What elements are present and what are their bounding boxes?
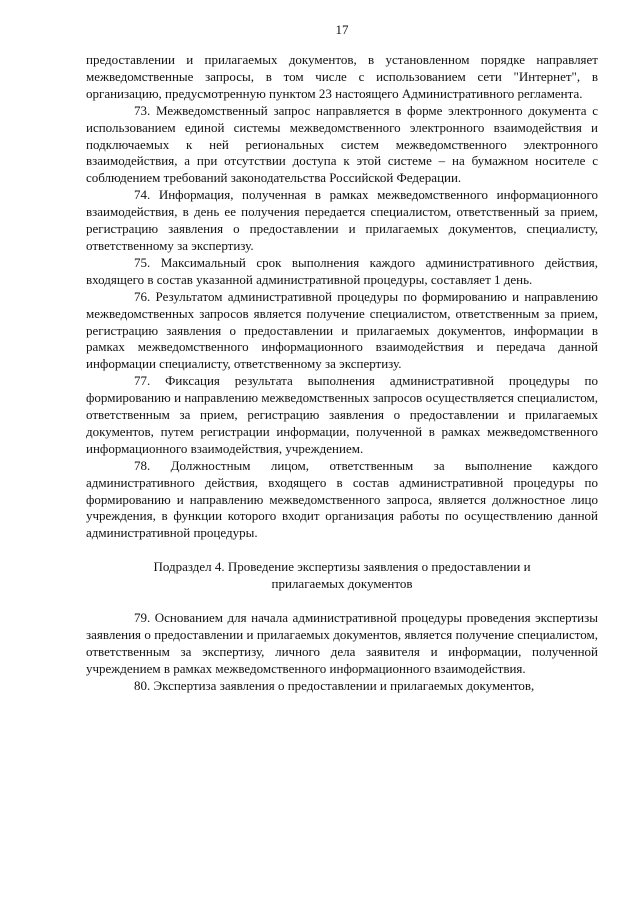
subsection-heading bbox=[86, 558, 598, 592]
paragraph-79: 79. Основанием для начала административной процедуры проведения экспертизы заявления о предоставлении и прилагаемых документов, является получение специалистом, ответственным за экспертизу, личного дела заявителя и информации, полученной учреждением в рамках межведомственного информационного взаимодействия. bbox=[86, 610, 598, 676]
paragraph-74: 74. Информация, полученная в рамках межведомственного информационного взаимодействия, в день ее получения передается специалистом, ответственный за прием, регистрацию заявления о предоставлении и прилагаемых документов, специалисту, ответственному за экспертизу. bbox=[86, 187, 598, 253]
paragraph-80: 80. Экспертиза заявления о предоставлении и прилагаемых документов, bbox=[134, 677, 535, 693]
paragraph-78: 78. Должностным лицом, ответственным за выполнение каждого административного действия, входящего в состав административной процедуры по формированию и направлению межведомственного запроса, является должностное лицо учреждения, в функции которого входит организация работы по осуществлению данной административной процедуры. bbox=[86, 457, 598, 541]
paragraph-73: 73. Межведомственный запрос направляется в форме электронного документа с использованием единой системы межведомственного электронного взаимодействия и подключаемых к ней региональных систем межведомственного электронного взаимодействия, а при отсутствии доступа к этой системе – на бумажном носителе с соблюдением требований законодательства Российской Федерации. bbox=[86, 102, 598, 186]
document-page bbox=[86, 22, 598, 695]
paragraph-continuation: предоставлении и прилагаемых документов, в установленном порядке направляет межведомственные запросы, в том числе с использованием сети "Интернет", в организацию, предусмотренную пунктом 23 настоящего Административного регламента. bbox=[86, 52, 598, 101]
subsection-heading-line-2: прилагаемых документов bbox=[271, 576, 413, 592]
page-number: 17 bbox=[335, 22, 349, 37]
paragraph-76: 76. Результатом административной процедуры по формированию и направлению межведомственных запросов является получение специалистом, ответственным за прием, регистрацию заявления о предоставлении и прилагаемых документов, информации в рамках межведомственного информационного взаимодействия и передача данной информации специалисту, ответственному за экспертизу. bbox=[86, 288, 598, 372]
subsection-heading-line-1: Подраздел 4. Проведение экспертизы заявления о предоставлении и bbox=[153, 559, 531, 575]
paragraph-77: 77. Фиксация результата выполнения административной процедуры по формированию и направлению межведомственных запросов осуществляется специалистом, ответственным за прием, регистрацию заявления о предоставлении и прилагаемых документов, путем регистрации информации, полученной в рамках межведомственного информационного взаимодействия, учреждением. bbox=[86, 373, 598, 456]
paragraph-75: 75. Максимальный срок выполнения каждого административного действия, входящего в состав указанной административной процедуры, составляет 1 день. bbox=[86, 254, 598, 287]
